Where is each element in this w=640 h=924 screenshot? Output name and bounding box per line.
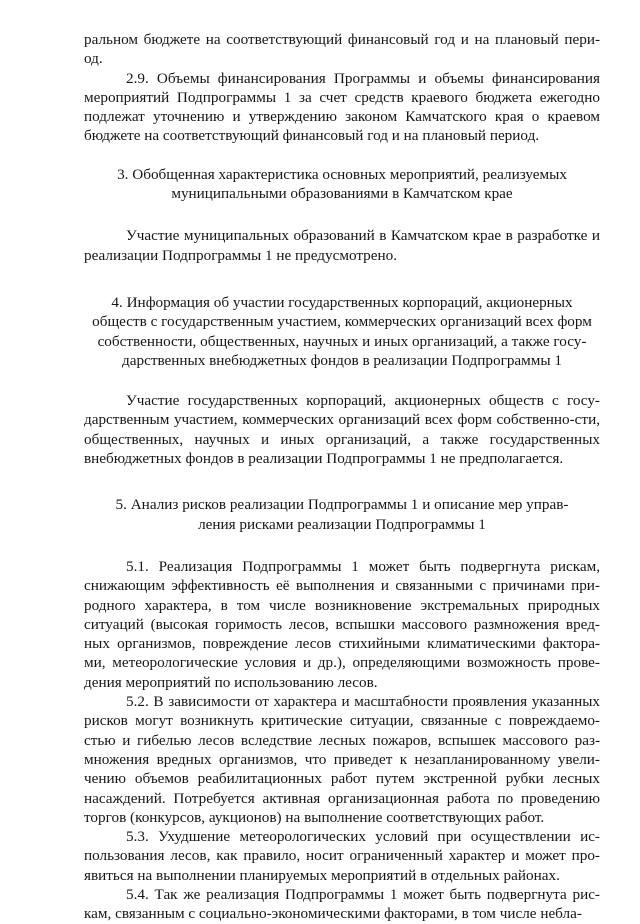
section-4-heading	[84, 293, 600, 370]
paragraph-continuation: ральном бюджете на соответствующий финансовый год и на плановый пери-од.	[84, 31, 600, 68]
section-5-heading	[84, 495, 600, 534]
paragraph-5-1: 5.1. Реализация Подпрограммы 1 может быть подвергнута рискам, снижающим эффективность её выполнения и связанными с причинами при-родного характера, в том числе возникновение экстремальных природных ситуаций (высокая горимость лесов, вспышки массового размножения вред-ных организмов, повреждение лесов стихийными климатическими фактора-ми, метеорологические условия и др.), определяющими возможность прове-дения мероприятий по использованию лесов.	[84, 557, 600, 691]
section-5-heading-line-2: ления рисками реализации Подпрограммы 1	[198, 515, 486, 533]
paragraph-5-4: 5.4. Так же реализация Подпрограммы 1 может быть подвергнута рис-кам, связанным с социально-экономическими факторами, в том числе небла-	[84, 885, 600, 923]
paragraph-section-4: Участие государственных корпораций, акционерных обществ с госу-дарственным участием, коммерческих организаций всех форм собственно-сти, общественных, научных и иных организаций, а также государственных внебюджетных фондов в реализации Подпрограммы 1 не предполагается.	[84, 392, 600, 468]
section-5-heading-line-1: 5. Анализ рисков реализации Подпрограммы 1 и описание мер управ-	[115, 496, 569, 514]
section-4-heading-line-3: собственности, общественных, научных и иных организаций, а также госу-	[97, 332, 587, 350]
paragraph-section-3: Участие муниципальных образований в Камчатском крае в разработке и реализации Подпрограммы 1 не предусмотрено.	[84, 227, 600, 264]
paragraph-5-3: 5.3. Ухудшение метеорологических условий при осуществлении ис-пользования лесов, как правило, носит ограниченный характер и может про-явиться на выполнении планируемых мероприятий в отдельных районах.	[84, 828, 600, 884]
section-4-heading-line-2: обществ с государственным участием, коммерческих организаций всех форм	[92, 313, 592, 331]
section-4-heading-line-4: дарственных внебюджетных фондов в реализации Подпрограммы 1	[122, 351, 562, 369]
paragraph-2-9: 2.9. Объемы финансирования Программы и объемы финансирования мероприятий Подпрограммы 1 за счет средств краевого бюджета ежегодно подлежат уточнению и утверждению законом Камчатского края о краевом бюджете на соответствующий финансовый год и на плановый период.	[84, 69, 600, 145]
section-3-heading-line-2: муниципальными образованиями в Камчатском крае	[171, 185, 513, 203]
section-3-heading	[84, 165, 600, 204]
section-4-heading-line-1: 4. Информация об участии государственных корпораций, акционерных	[111, 293, 573, 311]
paragraph-5-2: 5.2. В зависимости от характера и масштабности проявления указанных рисков могут возникнуть критические ситуации, связанные с повреждаемо-стью и гибелью лесов вследствие лесных пожаров, вспышек массового раз-множения вредных организмов, что приведет к незапланированному увели-чению объемов реабилитационных работ путем экстренной рубки лесных насаждений. Потребуется активная организационная работа по проведению торгов (конкурсов, аукционов) на выполнение соответствующих работ.	[84, 693, 600, 826]
section-3-heading-line-1: 3. Обобщенная характеристика основных мероприятий, реализуемых	[117, 165, 567, 183]
